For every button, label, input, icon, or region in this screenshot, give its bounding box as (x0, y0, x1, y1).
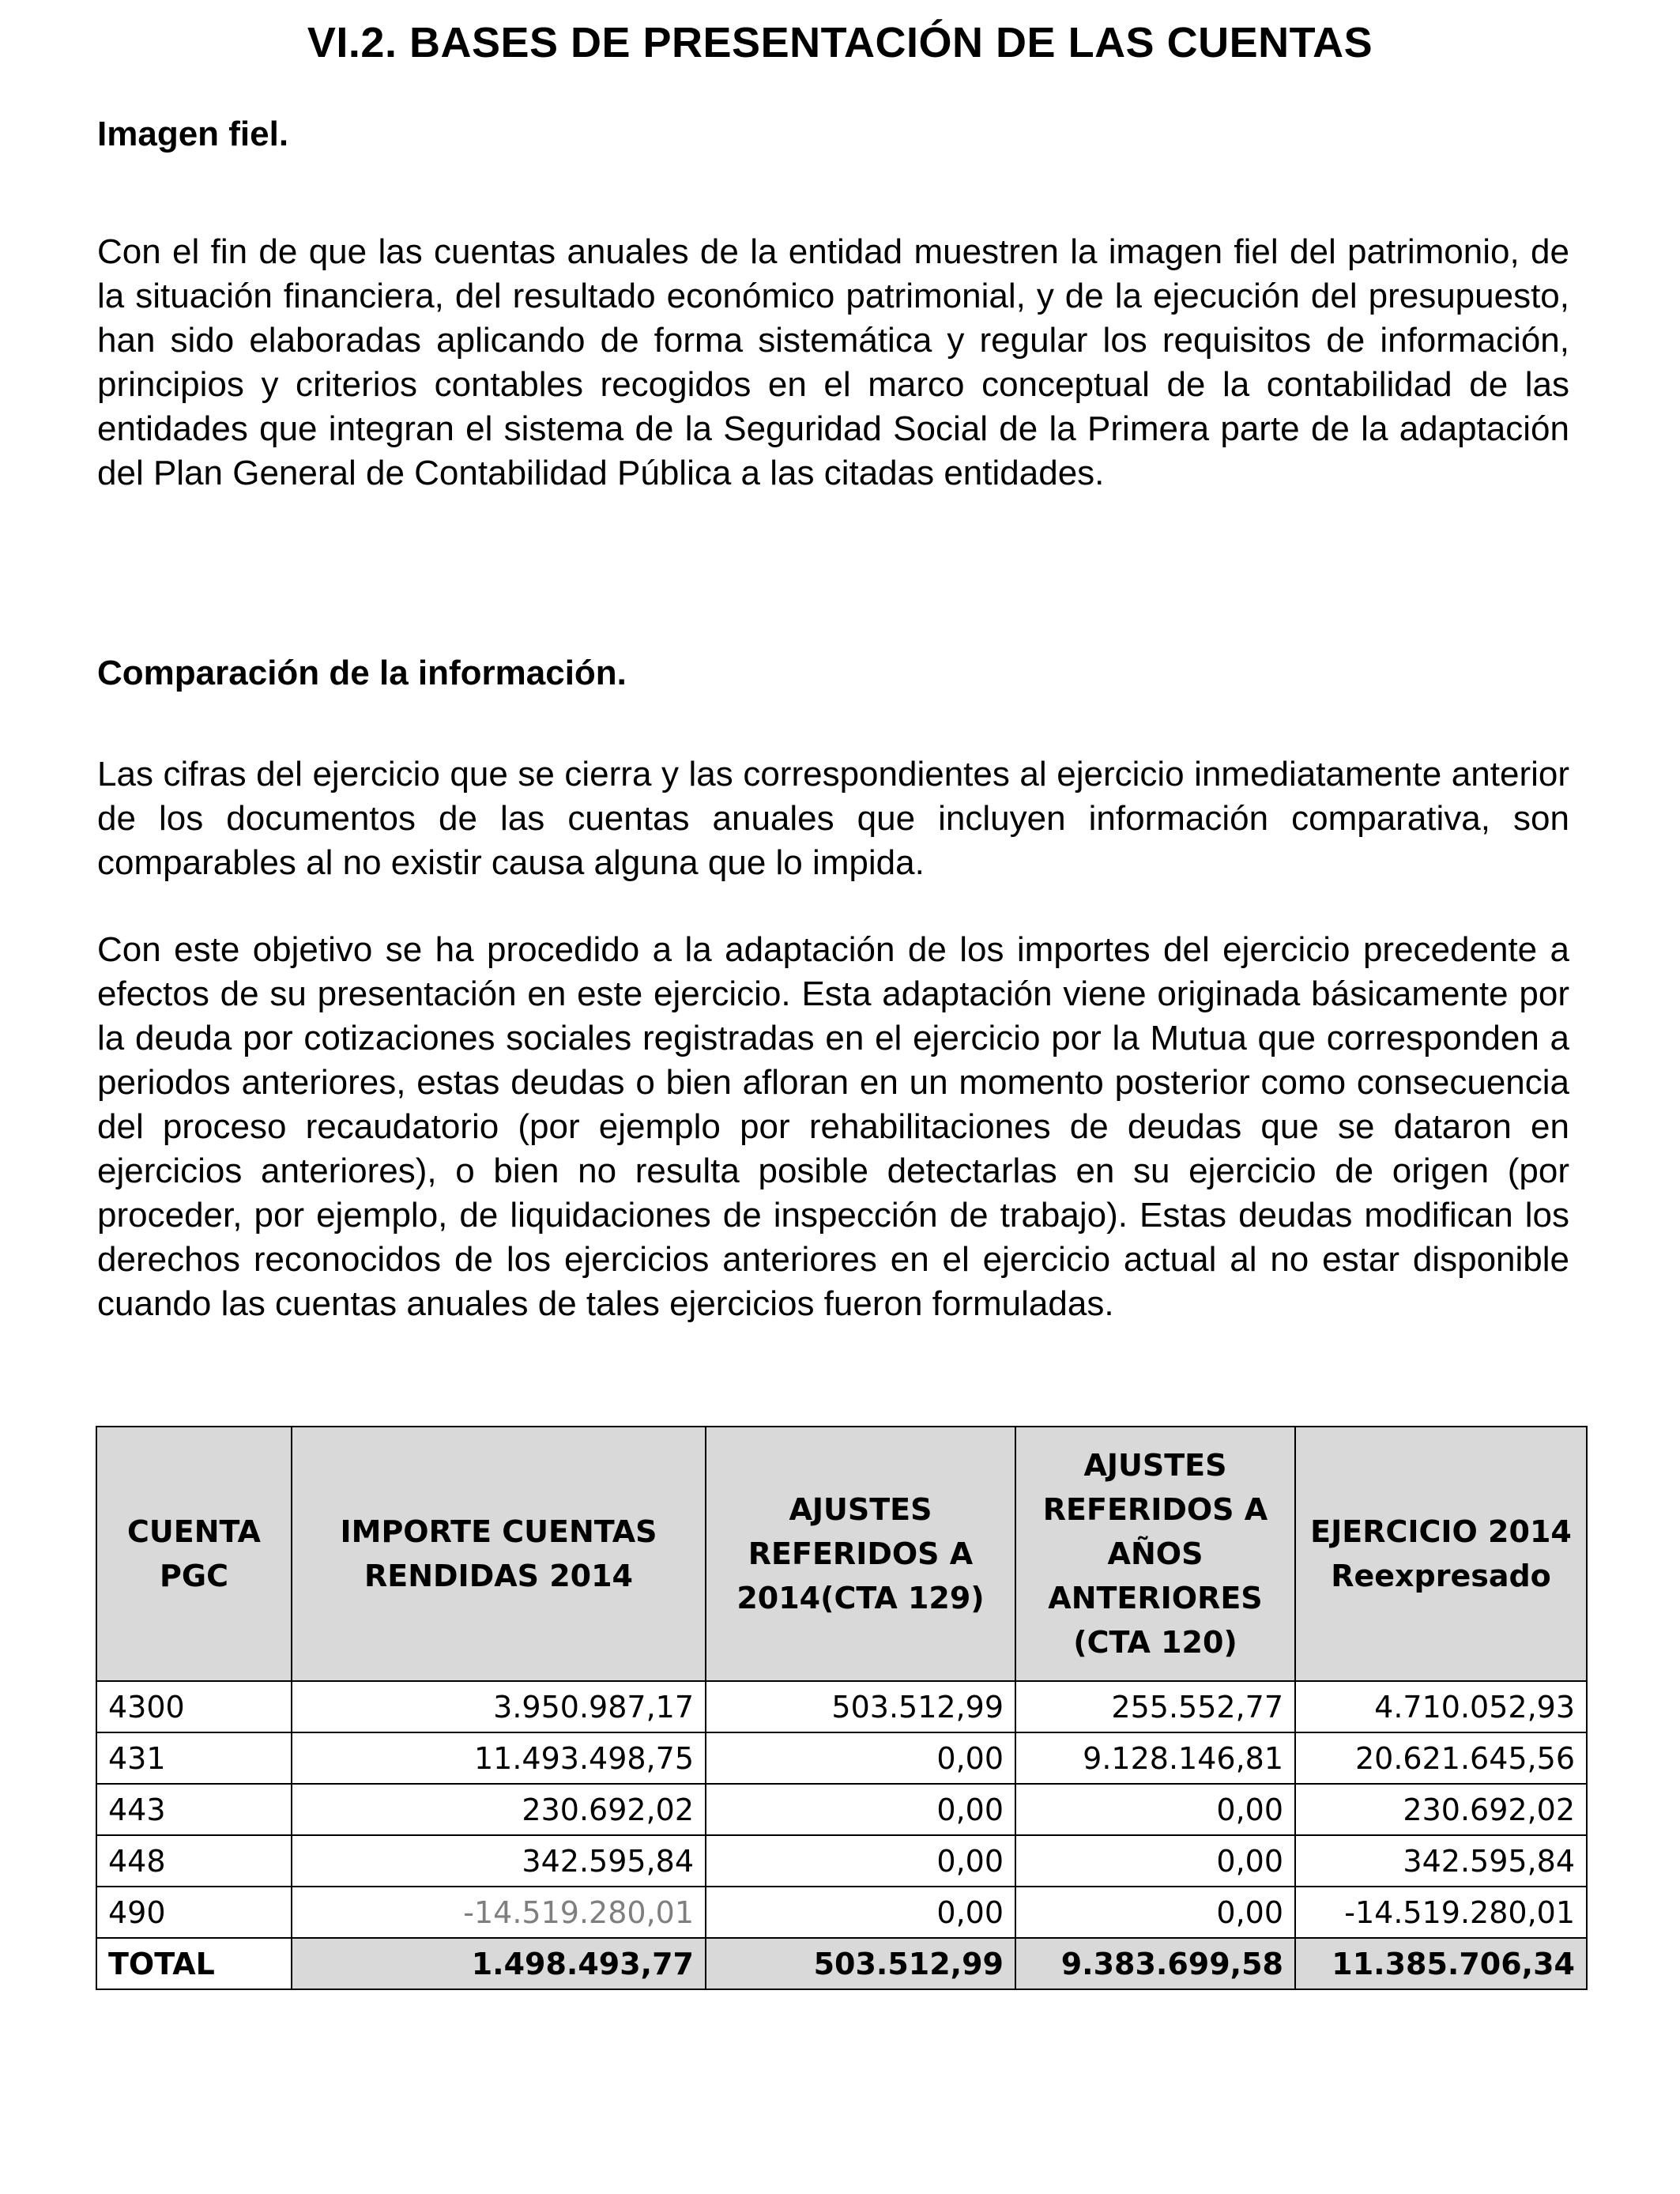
cell-ajuste-2014: 0,00 (706, 1732, 1015, 1784)
cell-ajuste-2014: 0,00 (706, 1784, 1015, 1835)
cell-reexpresado: 230.692,02 (1295, 1784, 1587, 1835)
table-header-row (96, 1427, 1587, 1681)
header-ajustes-2014: AJUSTES REFERIDOS A 2014(CTA 129) (706, 1427, 1015, 1681)
table-total-row (96, 1938, 1587, 1989)
header-ajustes-anos-anteriores: AJUSTES REFERIDOS A AÑOS ANTERIORES (CTA 120) (1015, 1427, 1295, 1681)
cell-reexpresado: 20.621.645,56 (1295, 1732, 1587, 1784)
cell-ajuste-anteriores: 0,00 (1015, 1835, 1295, 1887)
cell-cuenta: 448 (96, 1835, 292, 1887)
paragraph-imagen-fiel: Con el fin de que las cuentas anuales de la entidad muestren la imagen fiel del patrimonio, de la situación financiera, del resultado económico patrimonial, y de la ejecución del presupuesto, han sido elaboradas aplicando de forma sistemática y regular los requisitos de información, principios y criterios contables recogidos en el marco conceptual de la contabilidad de las entidades que integran el sistema de la Seguridad Social de la Primera parte de la adaptación del Plan General de Contabilidad Pública a las citadas entidades. (97, 232, 1569, 492)
cell-ajuste-anteriores: 255.552,77 (1015, 1681, 1295, 1732)
cell-total-importe: 1.498.493,77 (292, 1938, 706, 1989)
adjustments-table (96, 1426, 1588, 1990)
table-row (96, 1835, 1587, 1887)
section-heading-comparacion: Comparación de la información. (97, 654, 627, 692)
cell-importe: 11.493.498,75 (292, 1732, 706, 1784)
cell-total-reexpresado: 11.385.706,34 (1295, 1938, 1587, 1989)
cell-total-label: TOTAL (96, 1938, 292, 1989)
cell-cuenta: 490 (96, 1887, 292, 1938)
header-cuenta-pgc: CUENTA PGC (96, 1427, 292, 1681)
cell-importe: 342.595,84 (292, 1835, 706, 1887)
cell-ajuste-2014: 503.512,99 (706, 1681, 1015, 1732)
cell-cuenta: 431 (96, 1732, 292, 1784)
header-ejercicio-2014-reexpresado: EJERCICIO 2014 Reexpresado (1295, 1427, 1587, 1681)
cell-reexpresado: 4.710.052,93 (1295, 1681, 1587, 1732)
cell-ajuste-anteriores: 0,00 (1015, 1887, 1295, 1938)
section-heading-imagen-fiel: Imagen fiel. (97, 115, 289, 153)
cell-ajuste-anteriores: 0,00 (1015, 1784, 1295, 1835)
paragraph-comparacion-1: Las cifras del ejercicio que se cierra y las correspondientes al ejercicio inmediatamente anterior de los documentos de las cuentas anuales que incluyen información comparativa, son comparables al no existir causa alguna que lo impida. (97, 755, 1569, 882)
table-row (96, 1887, 1587, 1938)
cell-reexpresado: 342.595,84 (1295, 1835, 1587, 1887)
table-row (96, 1784, 1587, 1835)
cell-total-ajuste-2014: 503.512,99 (706, 1938, 1015, 1989)
cell-cuenta: 443 (96, 1784, 292, 1835)
cell-reexpresado: -14.519.280,01 (1295, 1887, 1587, 1938)
table-row (96, 1681, 1587, 1732)
cell-total-ajuste-anteriores: 9.383.699,58 (1015, 1938, 1295, 1989)
cell-importe: -14.519.280,01 (292, 1887, 706, 1938)
cell-importe: 230.692,02 (292, 1784, 706, 1835)
paragraph-comparacion-2: Con este objetivo se ha procedido a la adaptación de los importes del ejercicio precedente a efectos de su presentación en este ejercicio. Esta adaptación viene originada básicamente por la deuda por cotizaciones sociales registradas en el ejercicio por la Mutua que corresponden a periodos anteriores, estas deudas o bien afloran en un momento posterior como consecuencia del proceso recaudatorio (por ejemplo por rehabilitaciones de deudas que se dataron en ejercicios anteriores), o bien no resulta posible detectarlas en su ejercicio de origen (por proceder, por ejemplo, de liquidaciones de inspección de trabajo). Estas deudas modifican los derechos reconocidos de los ejercicios anteriores en el ejercicio actual al no estar disponible cuando las cuentas anuales de tales ejercicios fueron formuladas. (97, 930, 1569, 1323)
header-importe-cuentas-rendidas: IMPORTE CUENTAS RENDIDAS 2014 (292, 1427, 706, 1681)
page-title: VI.2. BASES DE PRESENTACIÓN DE LAS CUENTAS (307, 19, 1373, 66)
cell-ajuste-2014: 0,00 (706, 1887, 1015, 1938)
cell-ajuste-2014: 0,00 (706, 1835, 1015, 1887)
cell-cuenta: 4300 (96, 1681, 292, 1732)
cell-importe: 3.950.987,17 (292, 1681, 706, 1732)
table-row (96, 1732, 1587, 1784)
cell-ajuste-anteriores: 9.128.146,81 (1015, 1732, 1295, 1784)
